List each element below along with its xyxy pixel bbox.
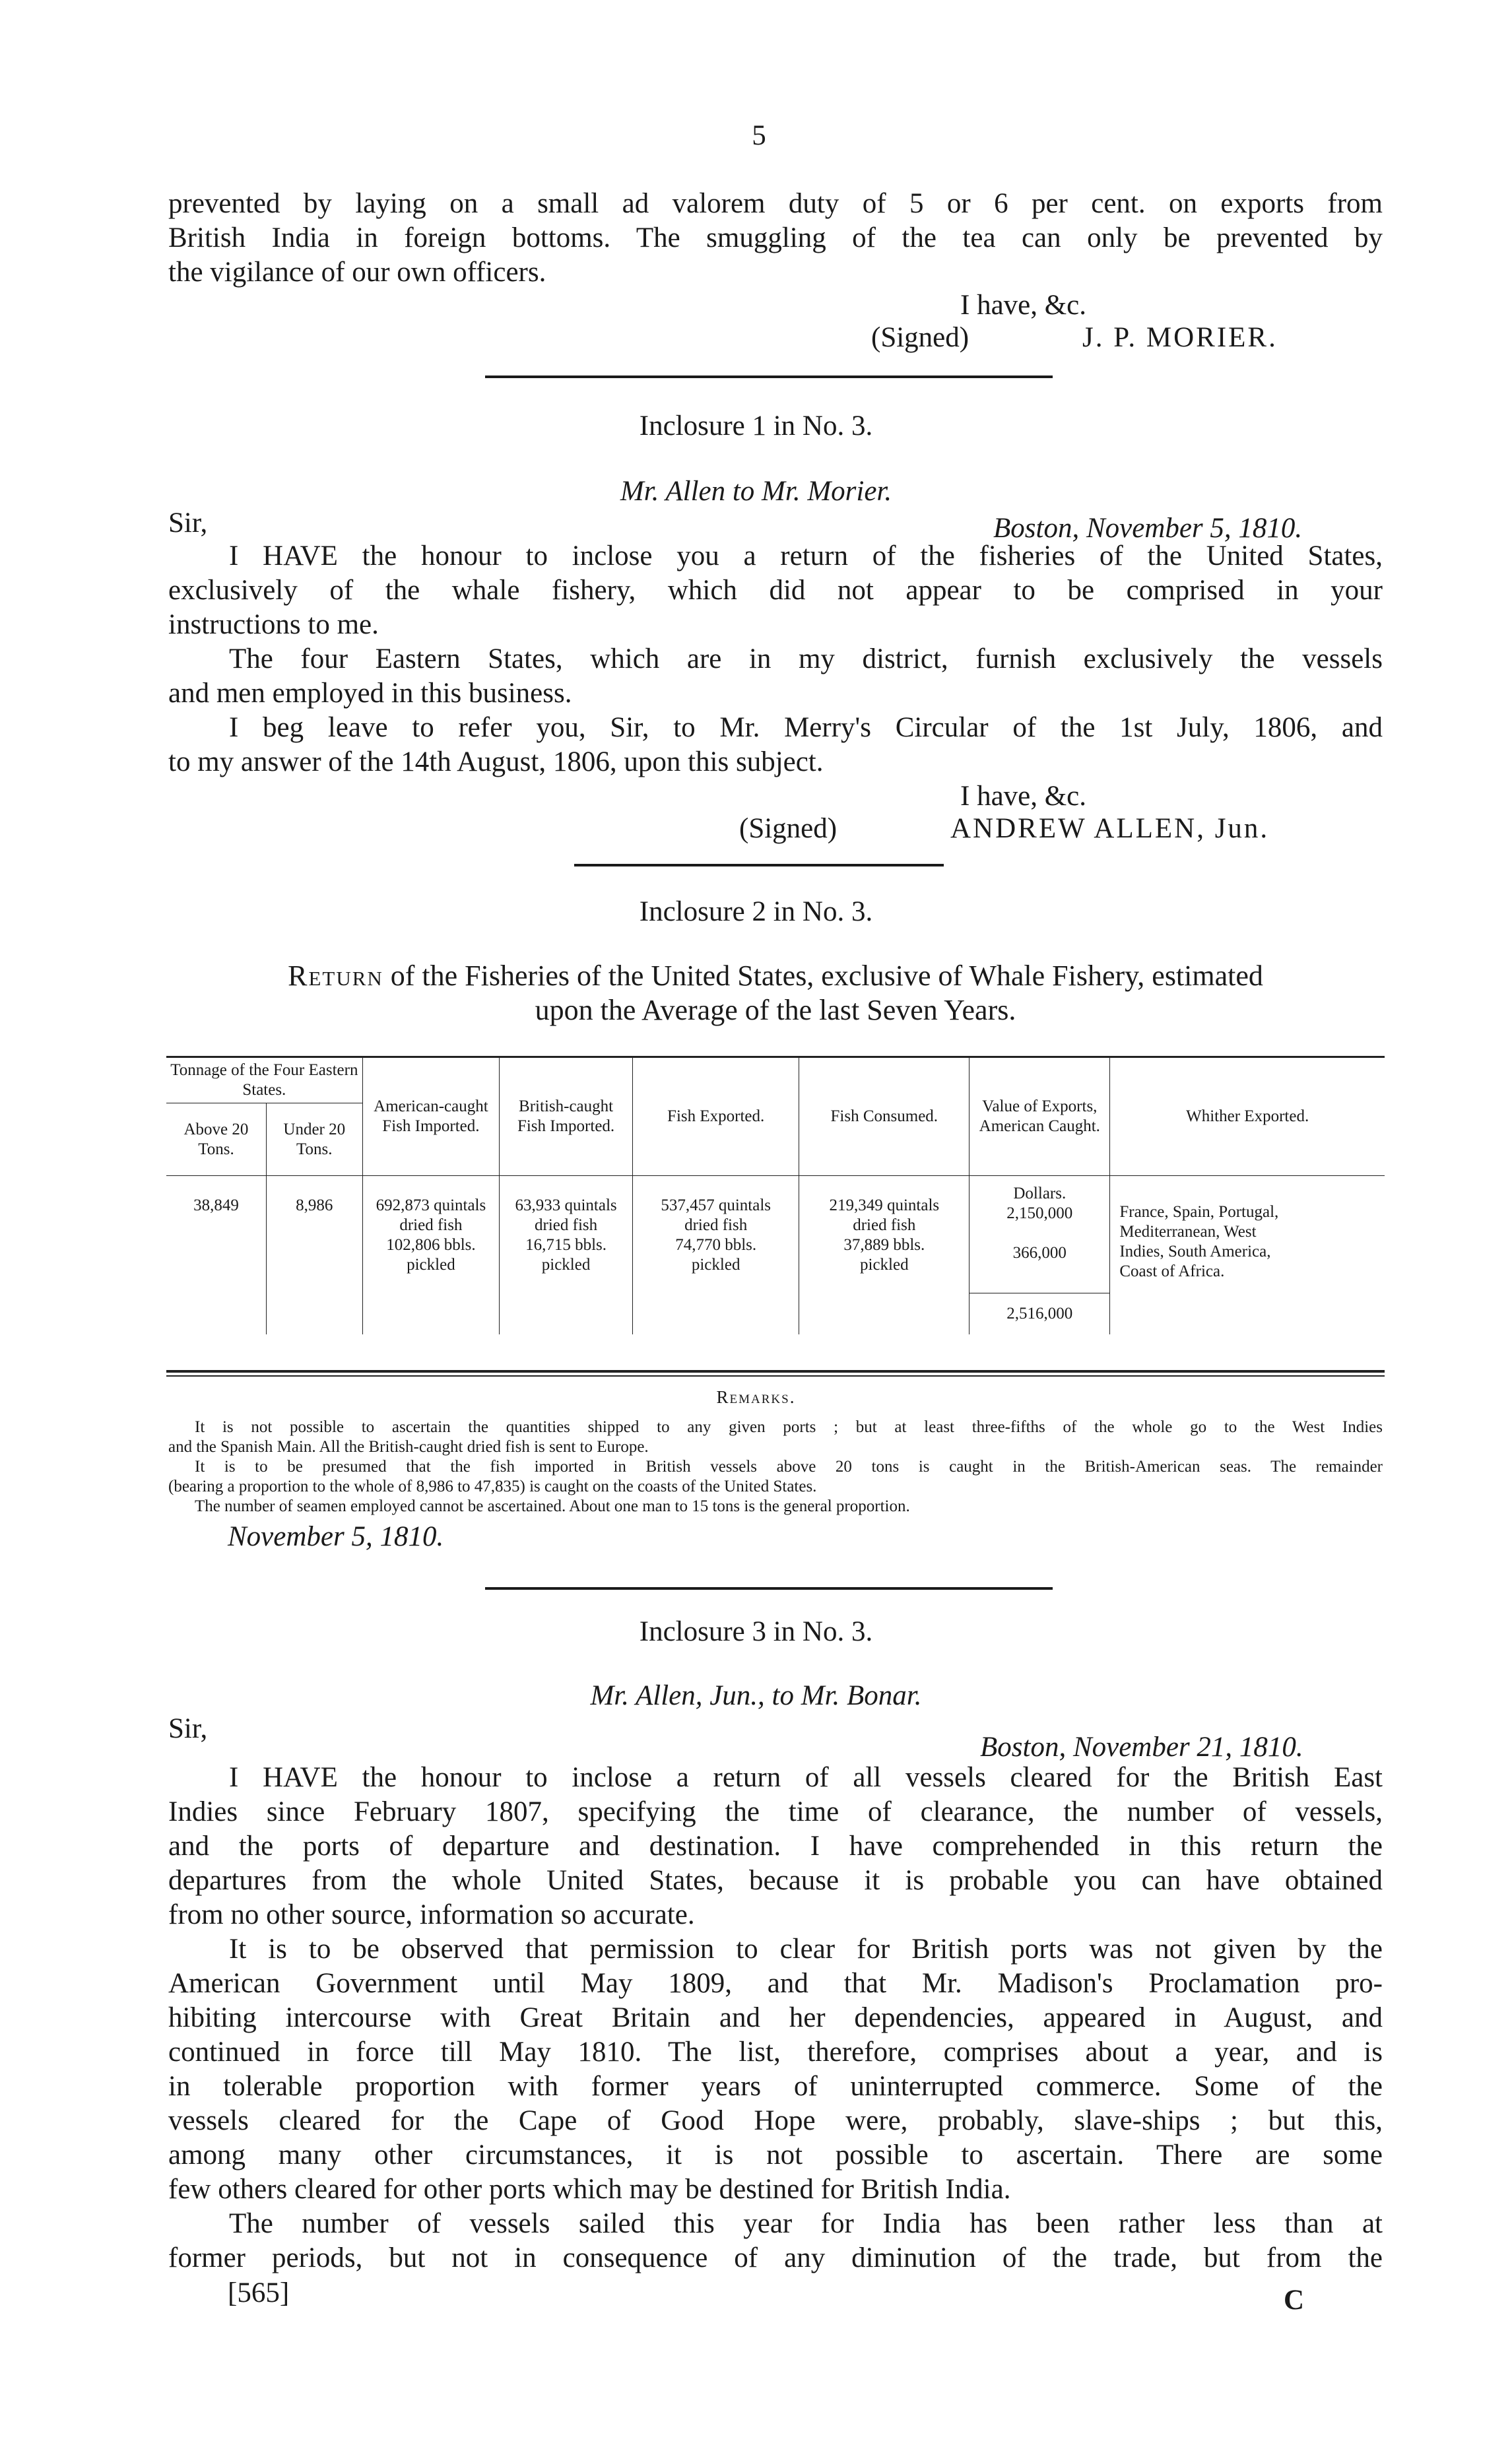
inclosure-heading: Inclosure 2 in No. 3. [639, 896, 873, 927]
text-line: prevented by laying on a small ad valorem duty of 5 or 6 per cent. on exports from [168, 188, 1383, 219]
column-header: Whither Exported. [1110, 1058, 1385, 1176]
table-cell: 38,849 [166, 1176, 266, 1293]
signatory-name: ANDREW ALLEN, Jun. [950, 813, 1270, 844]
table-cell [799, 1176, 970, 1293]
remarks-line: and the Spanish Main. All the British-caught dried fish is sent to Europe. [168, 1438, 649, 1456]
remarks-heading: Remarks. [716, 1387, 796, 1407]
signatory-name: J. P. MORIER. [1082, 322, 1278, 353]
inclosure-heading: Inclosure 1 in No. 3. [639, 410, 873, 441]
letter-body [168, 539, 1383, 779]
cell-line: France, Spain, Portugal, [1119, 1203, 1279, 1221]
return-title-line: upon the Average of the last Seven Years. [535, 994, 1016, 1026]
table-cell [362, 1176, 499, 1293]
section-divider [574, 864, 944, 866]
text-line: among many other circumstances, it is not possible to ascertain. There are some [168, 2139, 1383, 2171]
column-header: American-caught Fish Imported. [362, 1058, 499, 1176]
text-line: in tolerable proportion with former years of uninterrupted commerce. Some of the [168, 2071, 1383, 2102]
tonnage-group-header: Tonnage of the Four Eastern States. [166, 1058, 362, 1103]
text-line: vessels cleared for the Cape of Good Hope were, probably, slave-ships ; but this, [168, 2105, 1383, 2136]
table-cell [633, 1176, 799, 1293]
text-line: American Government until May 1809, and that Mr. Madison's Proclamation pro- [168, 1968, 1383, 1999]
column-header: Above 20 Tons. [166, 1103, 266, 1176]
text-line: hibiting intercourse with Great Britain and her dependencies, appeared in August, and [168, 2002, 1383, 2033]
text-line: and men employed in this business. [168, 678, 572, 709]
remarks-line: (bearing a proportion to the whole of 8,986 to 47,835) is caught on the coasts of the United States. [168, 1478, 817, 1495]
signature-mark: C [1284, 2285, 1305, 2316]
cell-line: dried fish [853, 1216, 916, 1234]
column-header: Fish Exported. [633, 1058, 799, 1176]
cell-line: 37,889 bbls. [843, 1236, 925, 1254]
text-line: former periods, but not in consequence of any diminution of the trade, but from the [168, 2242, 1383, 2273]
salutation: Sir, [168, 1713, 208, 1744]
text-line: I HAVE the honour to inclose a return of all vessels cleared for the British East [229, 1762, 1383, 1793]
cell-line: 74,770 bbls. [675, 1236, 757, 1254]
table-cell [970, 1176, 1110, 1293]
cell-line: 16,715 bbls. [525, 1236, 607, 1254]
text-line: I beg leave to refer you, Sir, to Mr. Merry's Circular of the 1st July, 1806, and [229, 712, 1383, 743]
text-line: the vigilance of our own officers. [168, 257, 546, 288]
cell-line: Mediterranean, West [1119, 1223, 1257, 1241]
remarks-line: It is not possible to ascertain the quantities shipped to any given ports ; but at least three-fifths of the whole go to the West Indies [195, 1418, 1383, 1436]
section-divider [485, 1587, 1053, 1590]
cell-line: Coast of Africa. [1119, 1262, 1225, 1280]
cell-line: 63,933 quintals [515, 1196, 617, 1214]
return-title-line: of the Fisheries of the United States, exclusive of Whale Fishery, estimated [390, 960, 1263, 992]
text-line: I HAVE the honour to inclose you a return of the fisheries of the United States, [229, 540, 1383, 571]
table-bottom-rule [166, 1375, 1385, 1377]
cell-line: 537,457 quintals [661, 1196, 771, 1214]
cell-line: 366,000 [1012, 1244, 1067, 1262]
text-line: The four Eastern States, which are in my district, furnish exclusively the vessels [229, 643, 1383, 674]
cell-line: Indies, South America, [1119, 1243, 1271, 1260]
letter-closing: I have, &c. [960, 781, 1087, 812]
remarks-line: It is to be presumed that the fish imported in British vessels above 20 tons is caught in the British-American seas. The remainder [195, 1458, 1383, 1476]
cell-line: dried fish [684, 1216, 748, 1234]
sheet-number: [565] [228, 2277, 290, 2308]
table-cell [1110, 1176, 1385, 1293]
text-line: British India in foreign bottoms. The smuggling of the tea can only be prevented by [168, 222, 1383, 253]
table-bottom-rule [166, 1370, 1385, 1373]
text-line: to my answer of the 14th August, 1806, upon this subject. [168, 746, 824, 777]
column-header: Fish Consumed. [799, 1058, 970, 1176]
page-number: 5 [752, 120, 766, 151]
column-header: Under 20 Tons. [266, 1103, 362, 1176]
text-line: exclusively of the whale fishery, which did not appear to be comprised in your [168, 575, 1383, 606]
return-title [168, 959, 1383, 1028]
continuation-paragraph [168, 187, 1383, 290]
cell-line: dried fish [399, 1216, 463, 1234]
letter-body [168, 1761, 1383, 2275]
cell-line: 219,349 quintals [829, 1196, 940, 1214]
text-line: Indies since February 1807, specifying the time of clearance, the number of vessels, [168, 1796, 1383, 1827]
cell-line: 2,150,000 [1006, 1204, 1073, 1222]
text-line: few others cleared for other ports which may be destined for British India. [168, 2174, 1011, 2205]
remarks-block [168, 1418, 1383, 1517]
cell-line: dried fish [535, 1216, 598, 1234]
text-line: and the ports of departure and destination. I have comprehended in this return the [168, 1831, 1383, 1862]
text-line: departures from the whole United States, because it is probable you can have obtained [168, 1865, 1383, 1896]
remarks-line: The number of seamen employed cannot be ascertained. About one man to 15 tons is the general proportion. [195, 1497, 910, 1515]
letter-closing: I have, &c. [960, 290, 1087, 321]
table-cell: 8,986 [266, 1176, 362, 1293]
text-line: The number of vessels sailed this year for India has been rather less than at [229, 2208, 1383, 2239]
letter-from-to: Mr. Allen to Mr. Morier. [620, 476, 892, 507]
return-date: November 5, 1810. [228, 1521, 444, 1552]
column-header: Value of Exports, American Caught. [970, 1058, 1110, 1176]
cell-line: pickled [691, 1256, 740, 1274]
inclosure-heading: Inclosure 3 in No. 3. [639, 1616, 873, 1647]
cell-line: pickled [860, 1256, 909, 1274]
text-line: It is to be observed that permission to clear for British ports was not given by the [229, 1934, 1383, 1965]
table-cell [500, 1176, 633, 1293]
place-date: Boston, November 5, 1810. [993, 513, 1303, 544]
letter-from-to: Mr. Allen, Jun., to Mr. Bonar. [590, 1680, 922, 1711]
text-line: instructions to me. [168, 609, 379, 640]
cell-line: pickled [541, 1256, 591, 1274]
signed-label: (Signed) [871, 322, 970, 353]
table-cell-total: 2,516,000 [970, 1293, 1110, 1334]
text-line: from no other source, information so accurate. [168, 1899, 695, 1930]
column-header: British-caught Fish Imported. [500, 1058, 633, 1176]
return-title-lead: Return [288, 960, 383, 992]
text-line: continued in force till May 1810. The list, therefore, comprises about a year, and is [168, 2037, 1383, 2068]
cell-line: Dollars. [1013, 1185, 1067, 1202]
cell-line: 102,806 bbls. [386, 1236, 476, 1254]
place-date: Boston, November 21, 1810. [980, 1732, 1303, 1763]
signed-label: (Signed) [739, 813, 838, 844]
cell-line: pickled [407, 1256, 455, 1274]
cell-line: 692,873 quintals [376, 1196, 486, 1214]
salutation: Sir, [168, 507, 208, 539]
fisheries-table [166, 1058, 1385, 1334]
section-divider [485, 376, 1053, 378]
